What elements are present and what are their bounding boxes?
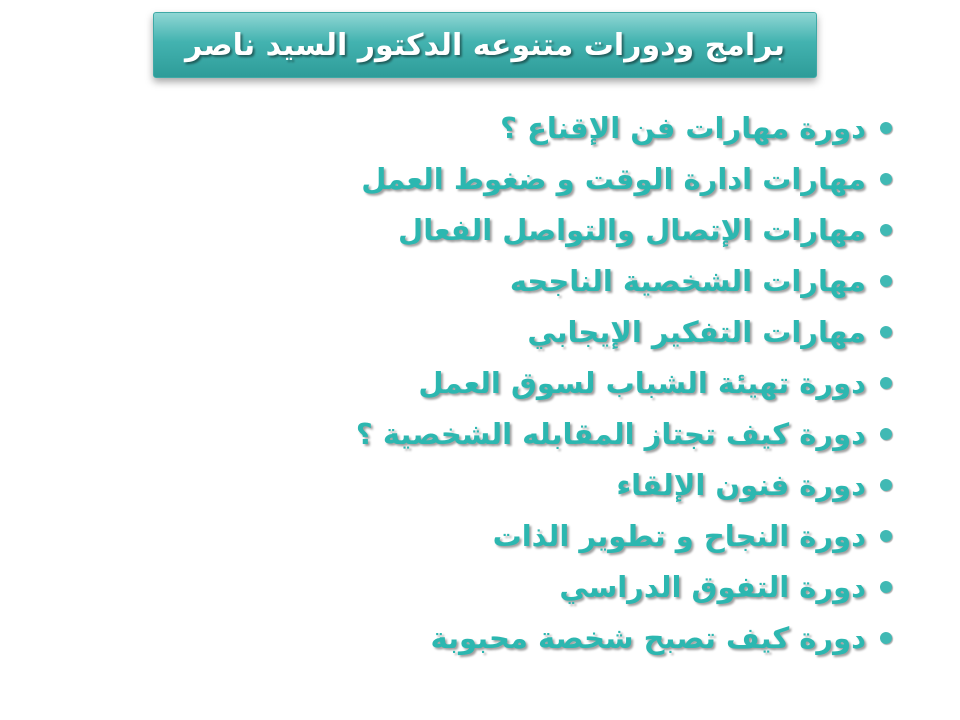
course-title: دورة كيف تصبح شخصة محبوبة: [430, 620, 866, 655]
bullet-icon: [880, 632, 892, 644]
course-title: دورة النجاح و تطوير الذات: [492, 518, 866, 553]
list-item: [356, 102, 892, 153]
list-item: [356, 255, 892, 306]
course-title: مهارات الشخصية الناجحه: [509, 263, 866, 298]
bullet-icon: [880, 428, 892, 440]
list-item: [356, 306, 892, 357]
bullet-icon: [880, 530, 892, 542]
list-item: [356, 612, 892, 663]
course-title: مهارات التفكير الإيجابي: [527, 314, 866, 349]
bullet-icon: [880, 275, 892, 287]
slide-title-banner: [153, 12, 817, 78]
bullet-icon: [880, 173, 892, 185]
list-item: [356, 408, 892, 459]
bullet-icon: [880, 224, 892, 236]
course-title: مهارات الإتصال والتواصل الفعال: [398, 212, 866, 247]
slide-title: برامج ودورات متنوعه الدكتور السيد ناصر: [184, 27, 786, 63]
course-list: [356, 102, 892, 663]
course-title: دورة تهيئة الشباب لسوق العمل: [418, 365, 866, 400]
bullet-icon: [880, 581, 892, 593]
bullet-icon: [880, 122, 892, 134]
list-item: [356, 510, 892, 561]
list-item: [356, 153, 892, 204]
course-title: دورة فنون الإلقاء: [616, 467, 866, 502]
bullet-icon: [880, 377, 892, 389]
list-item: [356, 561, 892, 612]
bullet-icon: [880, 479, 892, 491]
bullet-icon: [880, 326, 892, 338]
course-title: دورة مهارات فن الإقناع ؟: [500, 110, 866, 145]
list-item: [356, 357, 892, 408]
course-title: مهارات ادارة الوقت و ضغوط العمل: [361, 161, 866, 196]
list-item: [356, 459, 892, 510]
course-title: دورة التفوق الدراسي: [559, 569, 866, 604]
list-item: [356, 204, 892, 255]
course-title: دورة كيف تجتاز المقابله الشخصية ؟: [355, 416, 866, 451]
